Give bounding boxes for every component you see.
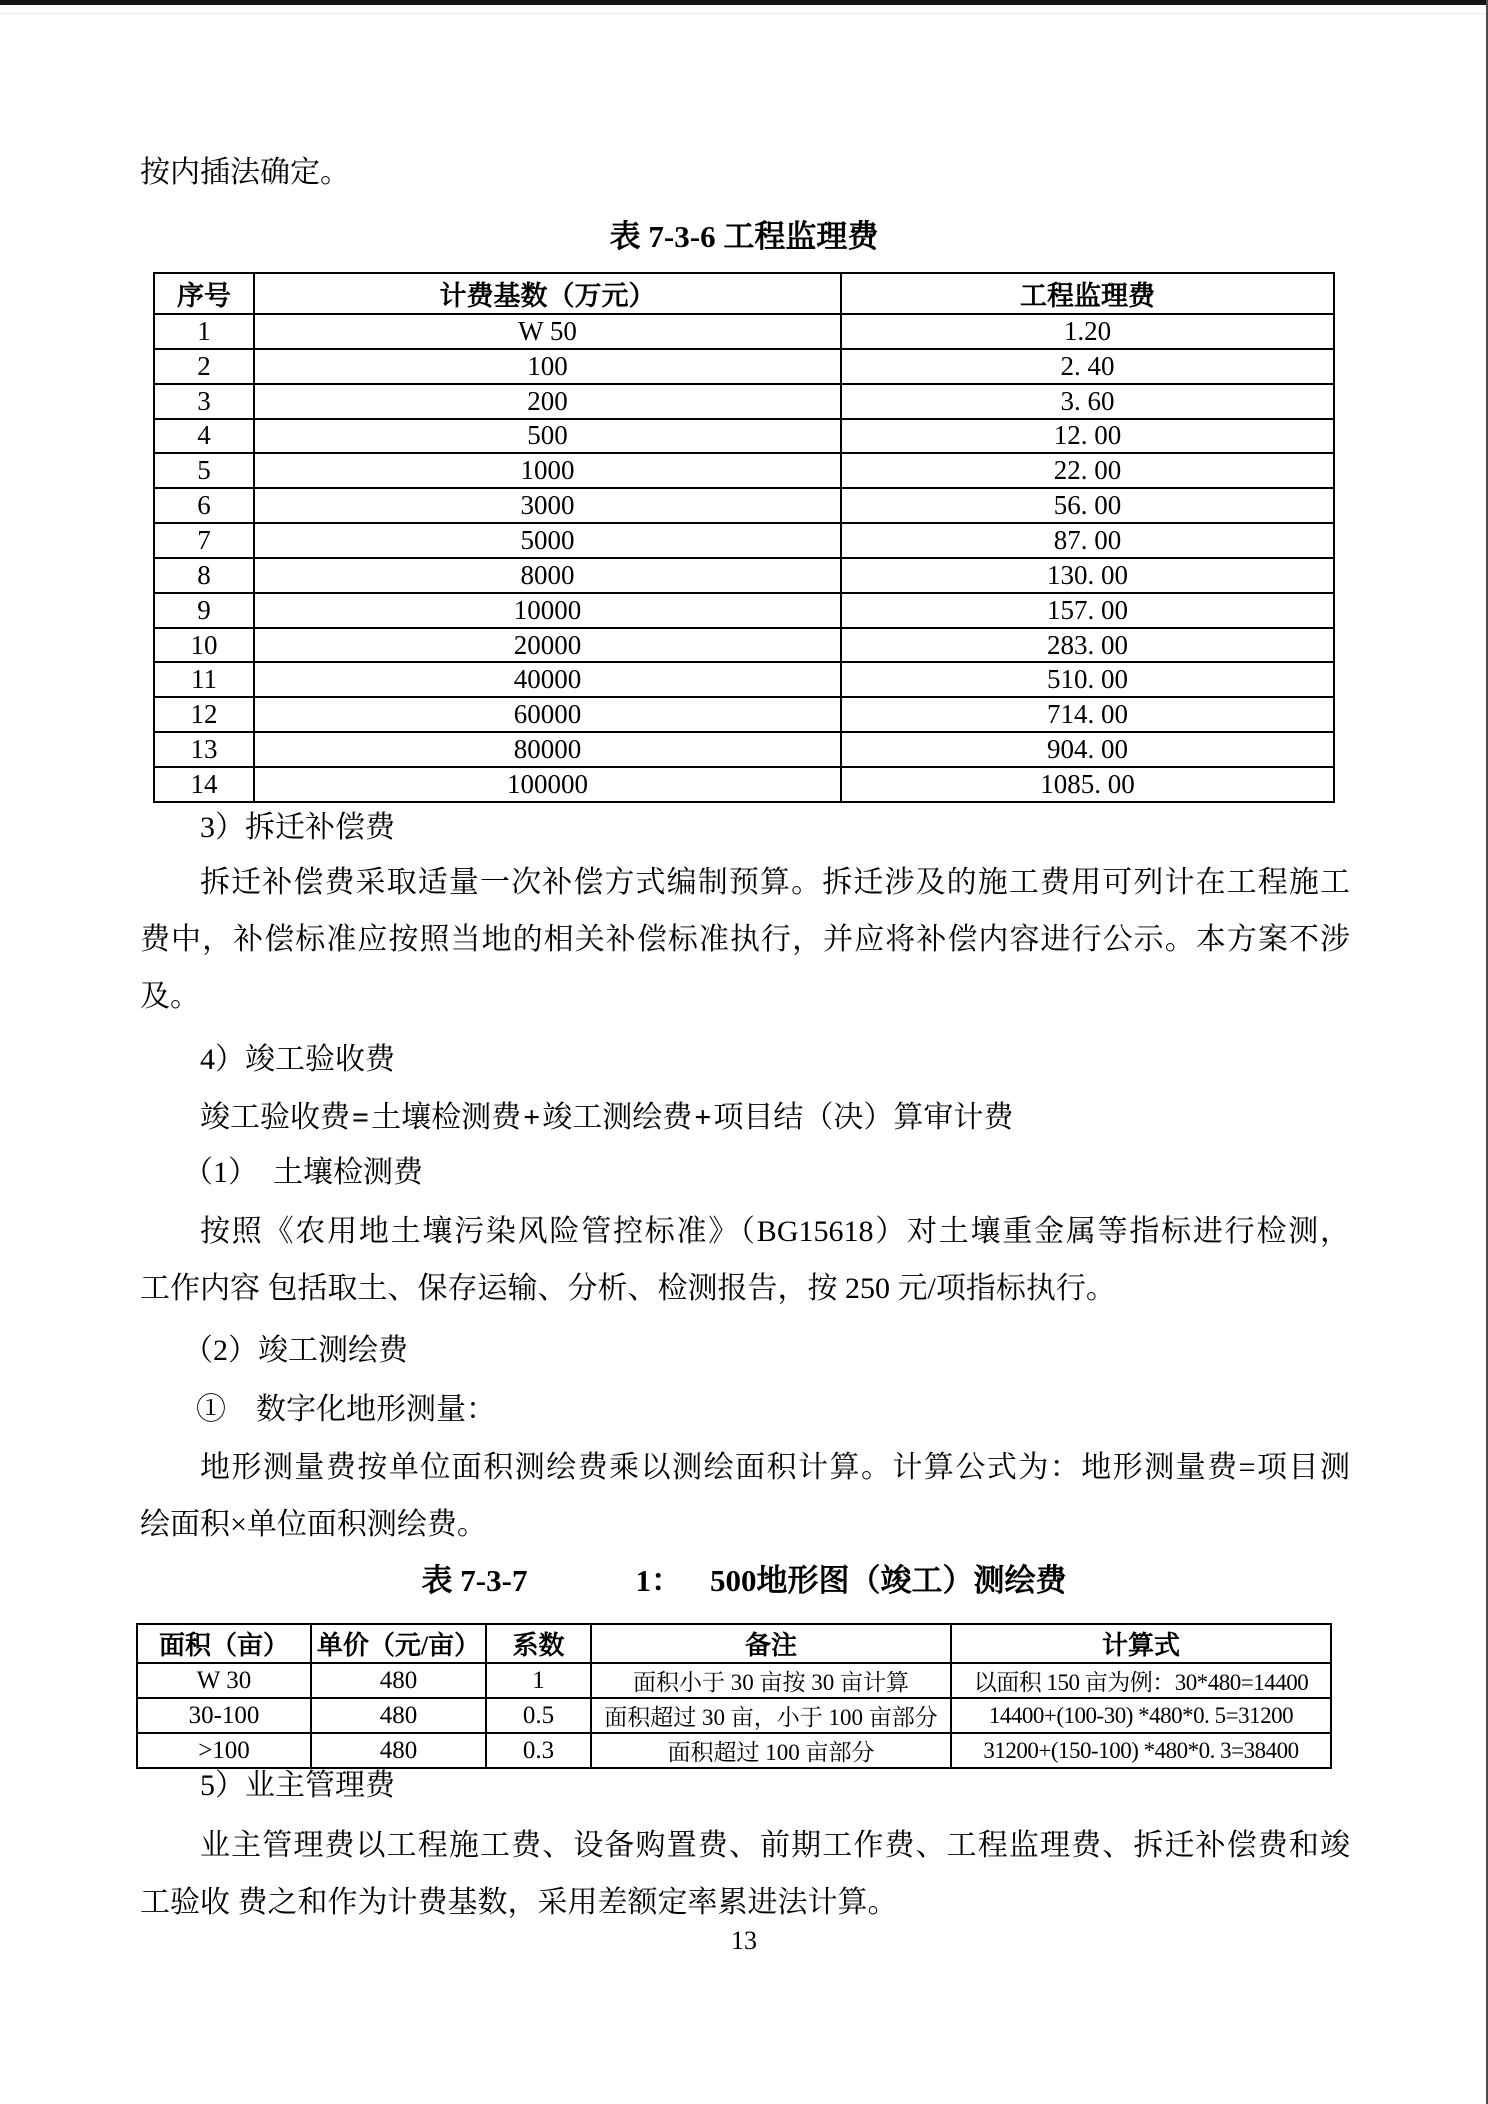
plus-sign: + (694, 1101, 712, 1134)
paragraph-line: 按照《农用地土壤污染风险管控标准》（BG15618）对土壤重金属等指标进行检测， (200, 1215, 1350, 1248)
table-cell: 22. 00 (841, 453, 1334, 488)
paragraph-line: 业主管理费以工程施工费、设备购置费、前期工作费、工程监理费、拆迁补偿费和竣 (200, 1829, 1350, 1862)
column-header: 系数 (486, 1624, 591, 1663)
table-cell: 480 (311, 1698, 486, 1733)
table-cell: 1085. 00 (841, 767, 1334, 802)
table-cell: 14400+(100-30) *480*0. 5=31200 (951, 1698, 1331, 1733)
table-cell: 8000 (254, 558, 841, 593)
table-cell: 1.20 (841, 314, 1334, 349)
table-cell: W 30 (137, 1663, 311, 1698)
table-cell: 510. 00 (841, 662, 1334, 697)
table2-title (0, 1561, 1488, 1601)
table-cell: 10 (154, 628, 254, 663)
formula-term: 项目结（决）算审计费 (713, 1101, 1014, 1134)
table-cell: 面积超过 30 亩，小于 100 亩部分 (591, 1698, 951, 1733)
table-cell: 12 (154, 697, 254, 732)
table-cell: 以面积 150 亩为例：30*480=14400 (951, 1663, 1331, 1698)
table-cell: 80000 (254, 732, 841, 767)
table-cell: 31200+(150-100) *480*0. 3=38400 (951, 1733, 1331, 1768)
table-row (137, 1733, 1331, 1768)
column-header: 序号 (154, 273, 254, 314)
paragraph-line: 工作内容 包括取土、保存运输、分析、检测报告，按 250 元/项指标执行。 (140, 1272, 1116, 1305)
scan-edge-top (0, 0, 1488, 5)
table-cell: 14 (154, 767, 254, 802)
table-cell: 480 (311, 1663, 486, 1698)
heading-demolition-fee: 3）拆迁补偿费 (200, 811, 395, 844)
table-cell: 1000 (254, 453, 841, 488)
table2-title-scale: 1： (635, 1563, 682, 1598)
column-header: 面积（亩） (137, 1624, 311, 1663)
column-header: 备注 (591, 1624, 951, 1663)
paragraph-line: 工验收 费之和作为计费基数，采用差额定率累进法计算。 (140, 1886, 898, 1919)
paragraph-owner-management (140, 1817, 1350, 1931)
table2-title-number: 500 (709, 1563, 757, 1598)
table-row (137, 1663, 1331, 1698)
paragraph-terrain-survey (140, 1439, 1350, 1553)
table-row (137, 1698, 1331, 1733)
paragraph-soil-test (140, 1203, 1350, 1317)
paragraph-line: 及。 (140, 980, 200, 1013)
table-row (154, 732, 1334, 767)
heading-digital-terrain-survey: ① 数字化地形测量： (196, 1393, 496, 1426)
column-header: 计费基数（万元） (254, 273, 841, 314)
survey-fee-table (136, 1623, 1332, 1769)
table-cell: 500 (254, 419, 841, 454)
table-cell: 1 (154, 314, 254, 349)
scan-edge-shadow (0, 13, 1488, 14)
table-cell: 100 (254, 349, 841, 384)
table-row (154, 453, 1334, 488)
table-row (154, 314, 1334, 349)
table-cell: 3 (154, 384, 254, 419)
table-cell: 130. 00 (841, 558, 1334, 593)
table-cell: 0.5 (486, 1698, 591, 1733)
table-cell: 9 (154, 593, 254, 628)
table-row (154, 767, 1334, 802)
heading-survey-fee: （2）竣工测绘费 (183, 1334, 408, 1367)
table-cell: 40000 (254, 662, 841, 697)
table-cell: 3000 (254, 488, 841, 523)
table-cell: 2 (154, 349, 254, 384)
formula-term: 竣工验收费 (200, 1101, 350, 1134)
table-cell: 157. 00 (841, 593, 1334, 628)
table-row (154, 488, 1334, 523)
table-cell: 56. 00 (841, 488, 1334, 523)
equals-sign: = (352, 1101, 370, 1134)
table1-title: 表 7-3-6 工程监理费 (609, 219, 879, 254)
table-cell: 0.3 (486, 1733, 591, 1768)
table-cell: 4 (154, 419, 254, 454)
heading-acceptance-fee: 4）竣工验收费 (200, 1043, 395, 1076)
table-row (154, 384, 1334, 419)
acceptance-fee-formula (200, 1098, 1013, 1138)
table-cell: 904. 00 (841, 732, 1334, 767)
table-cell: 714. 00 (841, 697, 1334, 732)
column-header: 计算式 (951, 1624, 1331, 1663)
paragraph-line: 费中，补偿标准应按照当地的相关补偿标准执行，并应将补偿内容进行公示。本方案不涉 (140, 923, 1350, 956)
table2-title-prefix: 表 7-3-7 (421, 1563, 528, 1598)
column-header: 工程监理费 (841, 273, 1334, 314)
table-header-row (154, 273, 1334, 314)
table2-title-rest: 地形图（竣工）测绘费 (756, 1563, 1067, 1598)
table-header-row (137, 1624, 1331, 1663)
formula-term: 土壤检测费 (371, 1101, 522, 1134)
table-cell: 面积超过 100 亩部分 (591, 1733, 951, 1768)
formula-term: 竣工测绘费 (542, 1101, 693, 1134)
table-cell: 5 (154, 453, 254, 488)
table-cell: 480 (311, 1733, 486, 1768)
paragraph-line: 地形测量费按单位面积测绘费乘以测绘面积计算。计算公式为：地形测量费=项目测 (200, 1451, 1350, 1484)
table-cell: 8 (154, 558, 254, 593)
table-cell: 11 (154, 662, 254, 697)
table-cell: 200 (254, 384, 841, 419)
column-header: 单价（元/亩） (311, 1624, 486, 1663)
table-cell: 5000 (254, 523, 841, 558)
table-cell: 2. 40 (841, 349, 1334, 384)
table-cell: 7 (154, 523, 254, 558)
table-cell: 100000 (254, 767, 841, 802)
table-row (154, 593, 1334, 628)
table-cell: 3. 60 (841, 384, 1334, 419)
table-row (154, 628, 1334, 663)
table-row (154, 419, 1334, 454)
table-cell: 12. 00 (841, 419, 1334, 454)
table-cell: 1 (486, 1663, 591, 1698)
table-cell: W 50 (254, 314, 841, 349)
paragraph-demolition (140, 854, 1350, 1025)
table-cell: 10000 (254, 593, 841, 628)
table-cell: >100 (137, 1733, 311, 1768)
table-row (154, 349, 1334, 384)
supervision-fee-table (153, 272, 1335, 803)
paragraph-line: 拆迁补偿费采取适量一次补偿方式编制预算。拆迁涉及的施工费用可列计在工程施工 (200, 866, 1350, 899)
table-cell: 283. 00 (841, 628, 1334, 663)
table-cell: 面积小于 30 亩按 30 亩计算 (591, 1663, 951, 1698)
table-row (154, 558, 1334, 593)
table-row (154, 523, 1334, 558)
page-number: 13 (731, 1926, 757, 1955)
table-row (154, 697, 1334, 732)
table-cell: 87. 00 (841, 523, 1334, 558)
paragraph-line: 绘面积×单位面积测绘费。 (140, 1508, 487, 1541)
heading-soil-test-fee: （1） 土壤检测费 (183, 1156, 423, 1189)
table-cell: 6 (154, 488, 254, 523)
table-cell: 60000 (254, 697, 841, 732)
plus-sign: + (523, 1101, 541, 1134)
table-cell: 20000 (254, 628, 841, 663)
table-row (154, 662, 1334, 697)
intro-text: 按内插法确定。 (140, 156, 350, 189)
table-cell: 30-100 (137, 1698, 311, 1733)
table-cell: 13 (154, 732, 254, 767)
heading-owner-management-fee: 5）业主管理费 (200, 1769, 395, 1802)
